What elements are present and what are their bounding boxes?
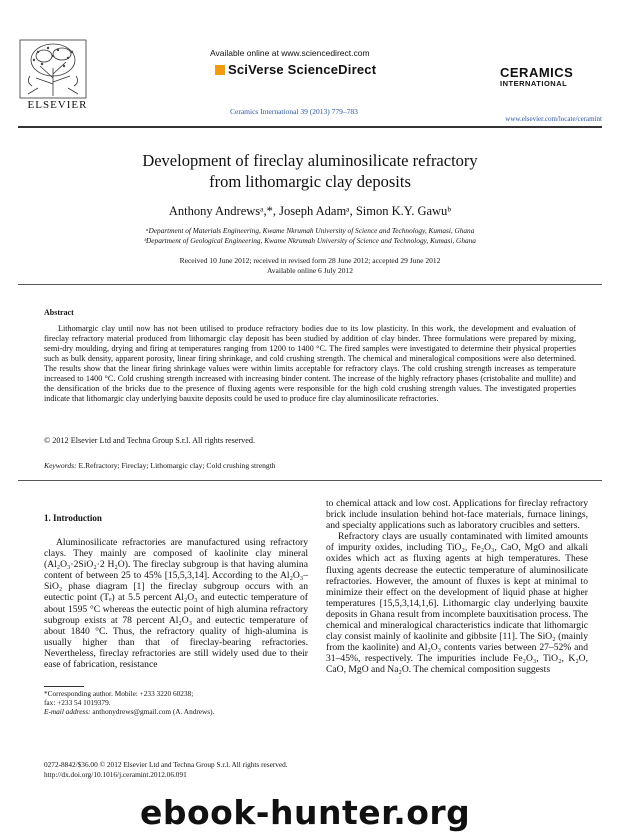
journal-logo xyxy=(500,66,605,88)
available-online-line[interactable]: Available online at www.sciencedirect.com xyxy=(210,48,370,58)
doi-link[interactable]: http://dx.doi.org/10.1016/j.ceramint.2012.06.091 xyxy=(44,770,187,779)
keywords-line xyxy=(44,461,276,470)
right-paragraph-1: to chemical attack and low cost. Applications for fireclay refractory brick include insulation behind hot-face materials, furnace linings, and specialty applications such as laboratory crucibles and setters. xyxy=(326,498,588,532)
sciverse-accent-icon xyxy=(215,65,225,75)
right-column xyxy=(326,498,588,676)
footnote-email[interactable]: anthonydrews@gmail.com (A. Andrews). xyxy=(92,707,215,716)
publisher-name: ELSEVIER xyxy=(27,99,88,111)
footnote-corresponding: *Corresponding author. Mobile: +233 3220 60238; xyxy=(44,689,194,698)
received-dates: Received 10 June 2012; received in revised form 28 June 2012; accepted 29 June 2012 xyxy=(179,256,441,265)
left-column xyxy=(44,537,308,670)
journal-reference[interactable]: Ceramics International 39 (2013) 779–783 xyxy=(230,107,358,116)
journal-url-link[interactable]: www.elsevier.com/locate/ceramint xyxy=(505,115,602,123)
footnote-rule xyxy=(44,686,84,687)
footnote xyxy=(44,689,304,716)
article-title xyxy=(40,150,580,192)
sciverse-logo[interactable] xyxy=(215,62,376,77)
right-paragraph-2: Refractory clays are usually contaminated with limited amounts of impurity oxides, including TiO₂, Fe₂O₃, CaO, MgO and alkali oxides which act as fluxing agents at high temperatures. These fluxing agents decrease the eutectic temperature of aluminosilicate refractories. However, the amount of fluxes is kept at minimal to minimize their effect on the development of liquid phase at higher temperatures [15,5,3,14,1,6]. Lithomargic clay underlying bauxite deposits in Ghana result from incomplete bauxitisation process. The chemical and mineralogical characteristics indicate that lithomargic clay consist mainly of kaolinite and gibbsite [11]. The SiO₂ (mainly from the kaolinite) and Al₂O₃ contents varies between 27–52% and 31–45%, respectively. The impurities include Fe₂O₃, TiO₂, K₂O, CaO, MgO and Na₂O. The chemical composition suggests xyxy=(326,531,588,676)
journal-logo-line1: CERAMICS xyxy=(500,65,574,80)
section-heading: 1. Introduction xyxy=(44,513,102,523)
watermark-text: ebook-hunter.org xyxy=(140,793,471,832)
journal-logo-line2: INTERNATIONAL xyxy=(500,78,568,88)
footnote-email-label: E-mail address: xyxy=(44,707,91,716)
abstract-text: Lithomargic clay until now has not been utilised to produce refractory bodies due to its low plasticity. In this work, the development and evaluation of fireclay refractory material produced from lithomargic clay deposit has been studied by addition of clay binder. Three formulations were prepared by mixing, semi-dry moulding, drying and firing at temperatures ranging from 1200 to 1400 °C. The fired samples were investigated to determine their physical properties such as bulk density, apparent porosity, linear firing shrinkage, and cold crushing strength. The chemical and mineralogical compositions were also determined. The results show that the linear firing shrinkage values were within limits acceptable for refractory clays. The cold crushing strength increases as temperature increased to 1400 °C. Cold crushing strength increased with increasing binder content. The increase of the highly refractory phases (cristobalite and mullite) and the densification of the bricks due to the presence of fluxing agents were responsible for the high cold crushing strength values. The investigated properties indicate that lithomargic clay underlying bauxite deposits could be used to produce fire clay aluminosilicate refractories. xyxy=(44,324,576,403)
author-list: Anthony Andrewsᵃ,*, Joseph Adamᵃ, Simon K.Y. Gawuᵇ xyxy=(168,204,452,218)
watermark xyxy=(140,793,470,832)
keywords-list: E.Refractory; Fireclay; Lithomargic clay; Cold crushing strength xyxy=(78,461,276,470)
header-rule xyxy=(18,126,602,128)
affiliation-a: ᵃDepartment of Materials Engineering, Kwame Nkrumah University of Science and Technology, Kumasi, Ghana xyxy=(145,226,475,235)
abstract-rule xyxy=(18,480,602,481)
copyright-line: © 2012 Elsevier Ltd and Techna Group S.r.l. All rights reserved. xyxy=(44,436,256,445)
available-online-date: Available online 6 July 2012 xyxy=(266,266,354,275)
footnote-fax: fax: +233 54 1019379. xyxy=(44,698,111,707)
keywords-label: Keywords: xyxy=(44,461,77,470)
issn-line: 0272-8842/$36.00 © 2012 Elsevier Ltd and Techna Group S.r.l. All rights reserved. xyxy=(44,760,288,769)
title-line-2: from lithomargic clay deposits xyxy=(209,172,411,191)
left-paragraph-1: Aluminosilicate refractories are manufactured using refractory clays. They mainly are composed of kaolinite clay mineral (Al₂O₃·2SiO₂·2 H₂O). The fireclay subgroup is that having alumina content of between 25 to 45% [15,5,3,14]. According to the Al₂O₃–SiO₂ phase diagram [1] the fireclay subgroup occurs with an eutectic point (Tₑ) at 5.5 percent Al₂O₃ and eutectic temperature of about 1595 °C whereas the eutectic point of high alumina refractory subgroup exists at 78 percent Al₂O₃ and eutectic temperature of about 1840 °C. Thus, the refractory quality of high-alumina is usually higher than that of fireclay-bearing refractories. Nevertheless, fireclay refractories are still widely used due to their ease of fabrication, resistance xyxy=(44,537,308,671)
sciverse-label: SciVerse ScienceDirect xyxy=(228,62,377,77)
title-rule xyxy=(18,284,602,285)
title-line-1: Development of fireclay aluminosilicate refractory xyxy=(142,151,478,170)
affiliation-b: ᵇDepartment of Geological Engineering, Kwame Nkrumah University of Science and Technology, Kumasi, Ghana xyxy=(144,236,476,245)
abstract-heading: Abstract xyxy=(44,308,74,317)
